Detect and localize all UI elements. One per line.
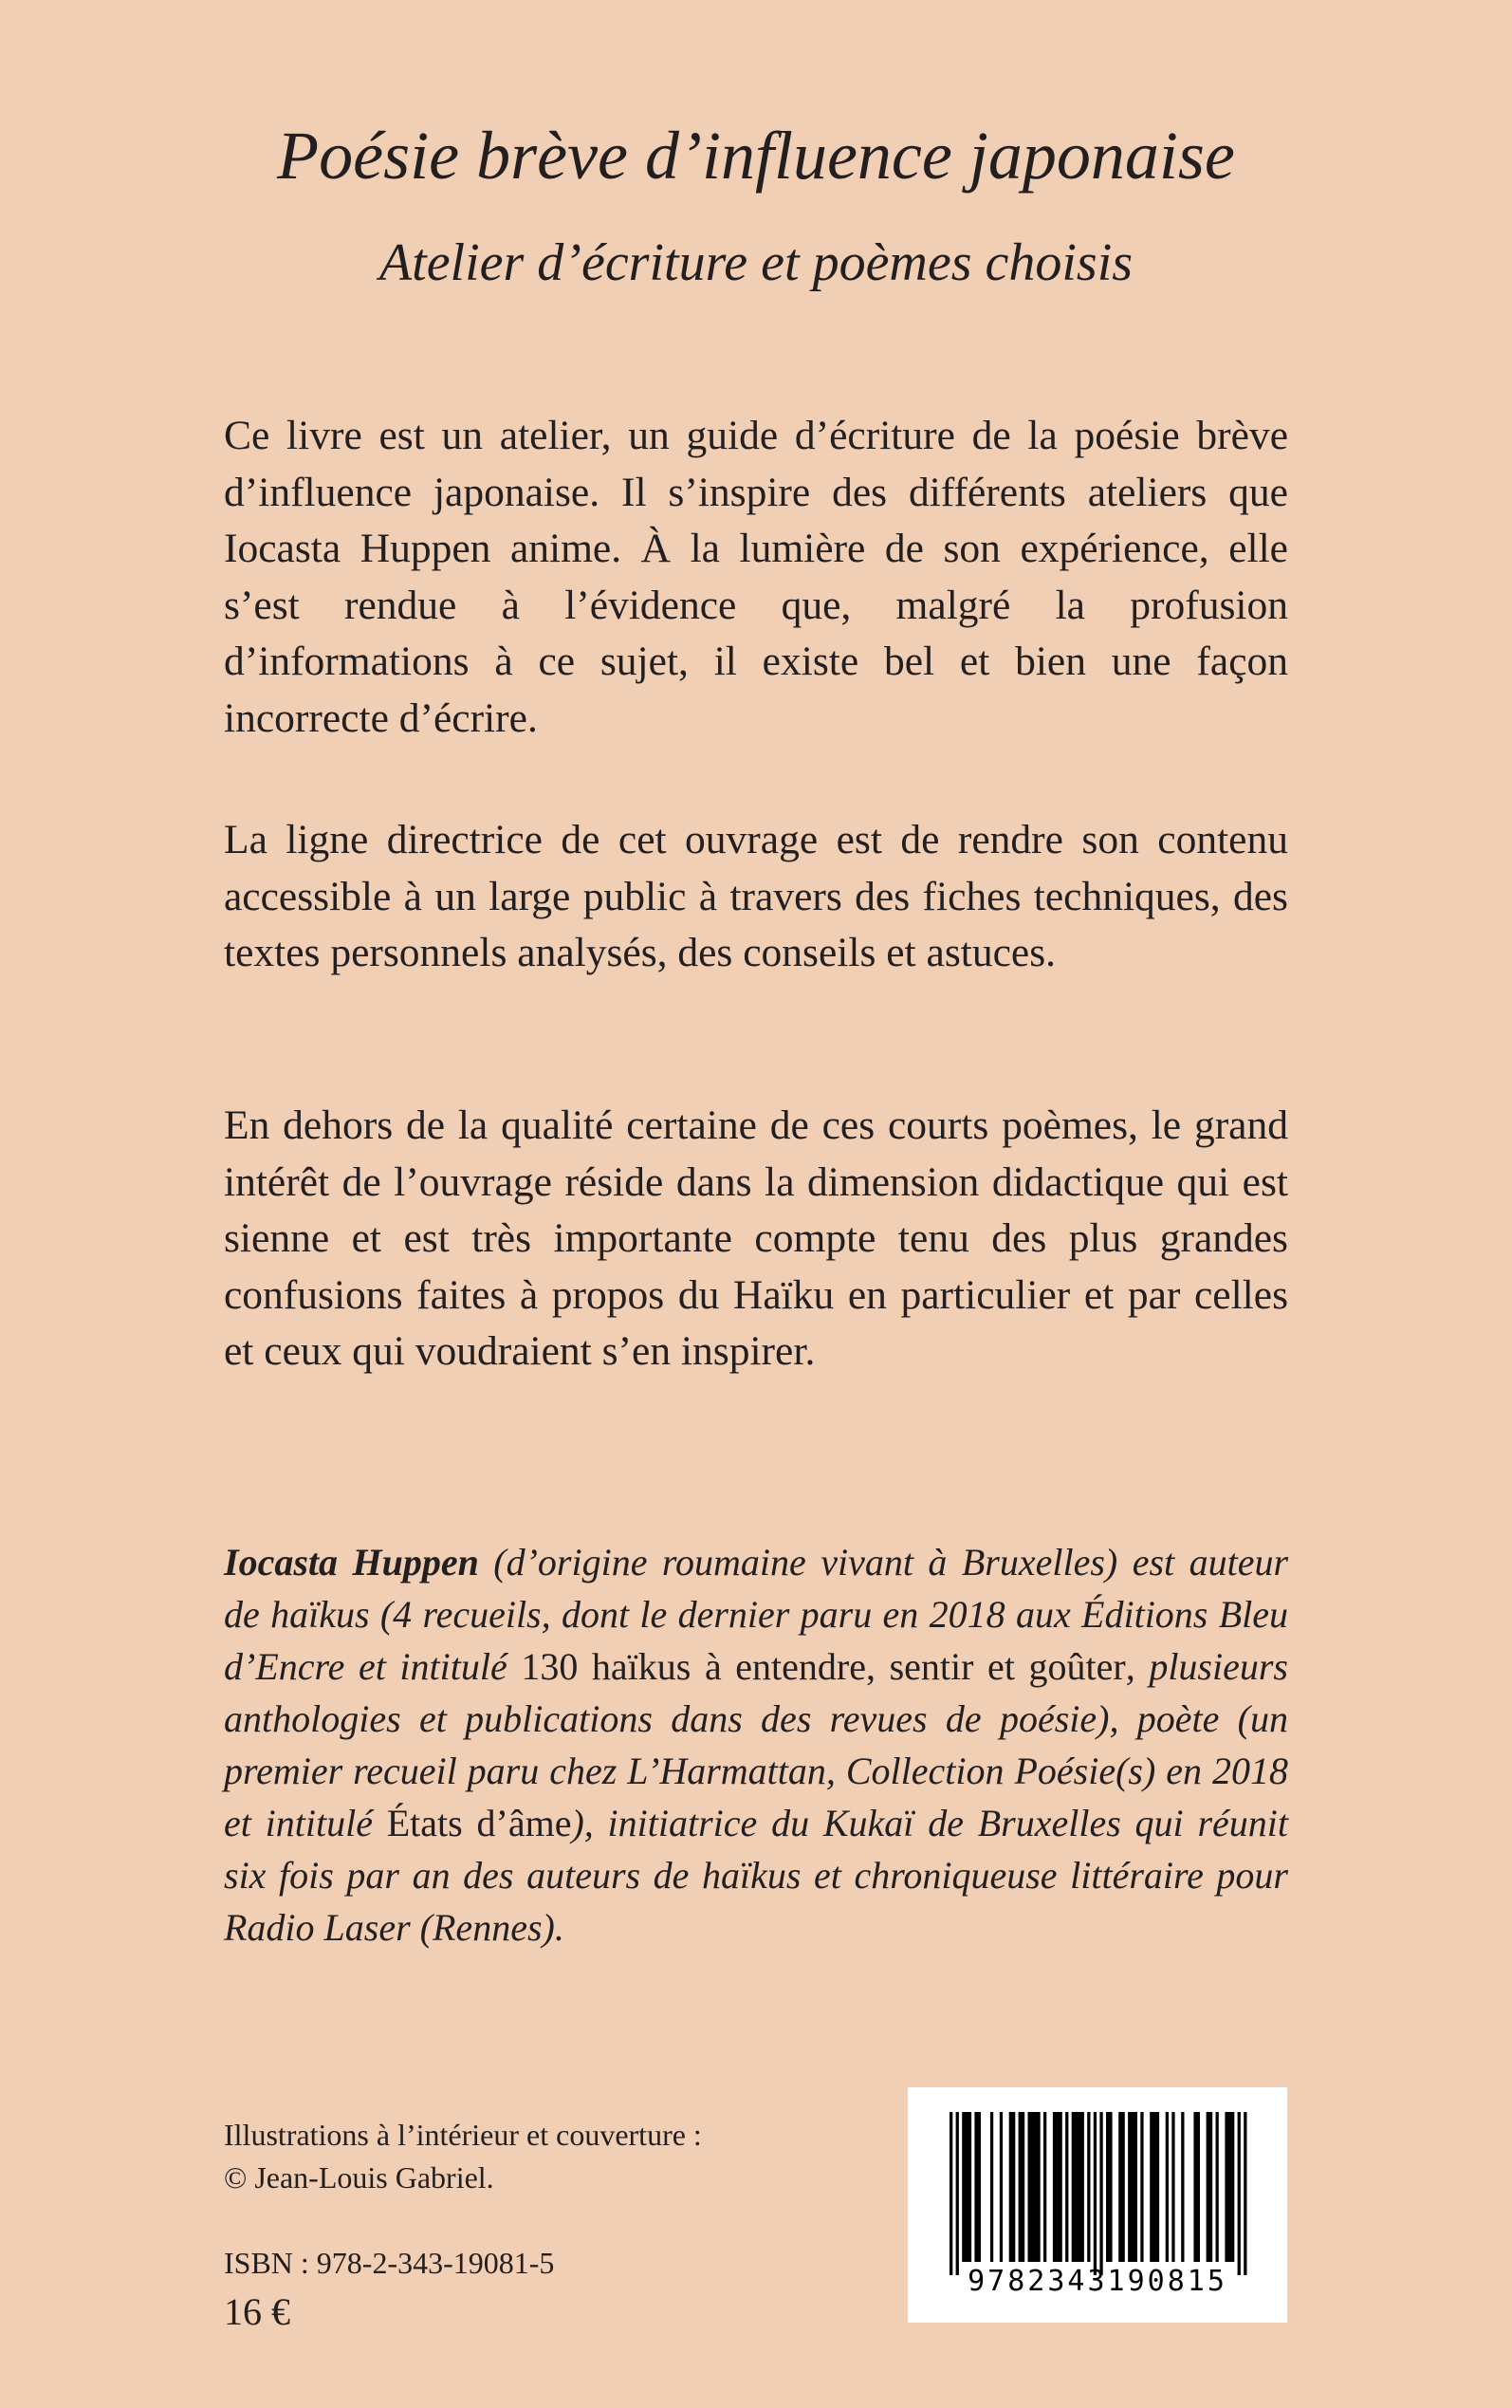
barcode-bar [1128,2112,1137,2262]
barcode-bar [1193,2112,1200,2262]
barcode-bar [950,2112,952,2275]
barcode-bar [1216,2112,1219,2262]
price: 16 € [224,2290,290,2333]
barcode-bar [1166,2112,1169,2262]
book-title: Poésie brève d’influence japonaise [277,118,1235,194]
author-bio-text-2: , plusieurs anthologies et publications dans des revues de poésie), poète (un premier recueil paru chez L’Harmattan, Collection Poésie(s) en 2018 et intitulé [224,1645,1288,1844]
book-subtitle: Atelier d’écriture et poèmes choisis [378,233,1134,292]
barcode-bar [1094,2112,1097,2275]
barcode-bar [962,2112,971,2262]
description-paragraph-3: En dehors de la qualité certaine de ces courts poèmes, le grand intérêt de l’ouvrage réside dans la dimension didactique qui est sienne et est très importante compte tenu des plus grandes confusions faites à propos du Haïku en particulier et par celles et ceux qui voudraient s’en inspirer. [224,1102,1288,1374]
barcode-bar [1207,2112,1213,2262]
barcode-bar [990,2112,993,2262]
barcode [908,2087,1287,2323]
credits-line-1: Illustrations à l’intérieur et couverture : [224,2118,702,2152]
barcode-bar [1171,2112,1174,2262]
credits-line-2: © Jean-Louis Gabriel. [224,2160,494,2195]
barcode-bar [1118,2112,1125,2262]
barcode-bar [956,2112,959,2275]
barcode-bar [1072,2112,1084,2262]
author-name: Iocasta Huppen [224,1541,479,1584]
barcode-bar [1019,2112,1025,2262]
author-bio-text-3: ), initiatrice du Kukaï de Bruxelles qui réunit six fois par an des auteurs de haïkus et chroniqueuse littéraire pour Radio Laser (Rennes). [224,1802,1289,1949]
illustration-credits [224,2114,702,2199]
isbn: ISBN : 978-2-343-19081-5 [224,2246,555,2280]
barcode-bar [1053,2112,1062,2262]
barcode-bar [1106,2112,1113,2262]
barcode-bar [1065,2112,1068,2262]
barcode-bar [1087,2112,1090,2262]
barcode-bar [1238,2112,1241,2275]
barcode-bar [1244,2112,1246,2275]
barcode-bar [1181,2112,1184,2262]
author-book-title-2: États d’âme [386,1802,572,1844]
description-paragraph-2: La ligne directrice de cet ouvrage est de rendre son contenu accessible à un large public à travers des fiches techniques, des textes personnels analysés, des conseils et astuces. [224,817,1288,975]
author-bio-text-1: (d’origine roumaine vivant à Bruxelles) est auteur de haïkus (4 recueils, dont le dernier paru en 2018 aux Éditions Bleu d’Encre et intitulé [224,1541,1289,1688]
barcode-bar [1009,2112,1016,2262]
barcode-bar [1150,2112,1159,2262]
barcode-bar [974,2112,981,2262]
barcode-bar [1099,2112,1102,2275]
author-book-title-1: 130 haïkus à entendre, sentir et goûter [521,1645,1126,1688]
barcode-bar [1028,2112,1041,2262]
barcode-bar [1140,2112,1143,2262]
barcode-bar [1043,2112,1046,2262]
barcode-bar [1000,2112,1003,2262]
barcode-digits: 9782343190815 [968,2265,1227,2298]
description-paragraph-1: Ce livre est un atelier, un guide d’écriture de la poésie brève d’influence japonaise. Il s’inspire des différents ateliers que Iocasta Huppen anime. À la lumière de son expérience, elle s’est rendue à l’évidence que, malgré la profusion d’informations à ce sujet, il existe bel et bien une façon incorrecte d’écrire. [224,413,1288,741]
author-bio [224,1536,1288,1954]
barcode-bar [1225,2112,1234,2262]
